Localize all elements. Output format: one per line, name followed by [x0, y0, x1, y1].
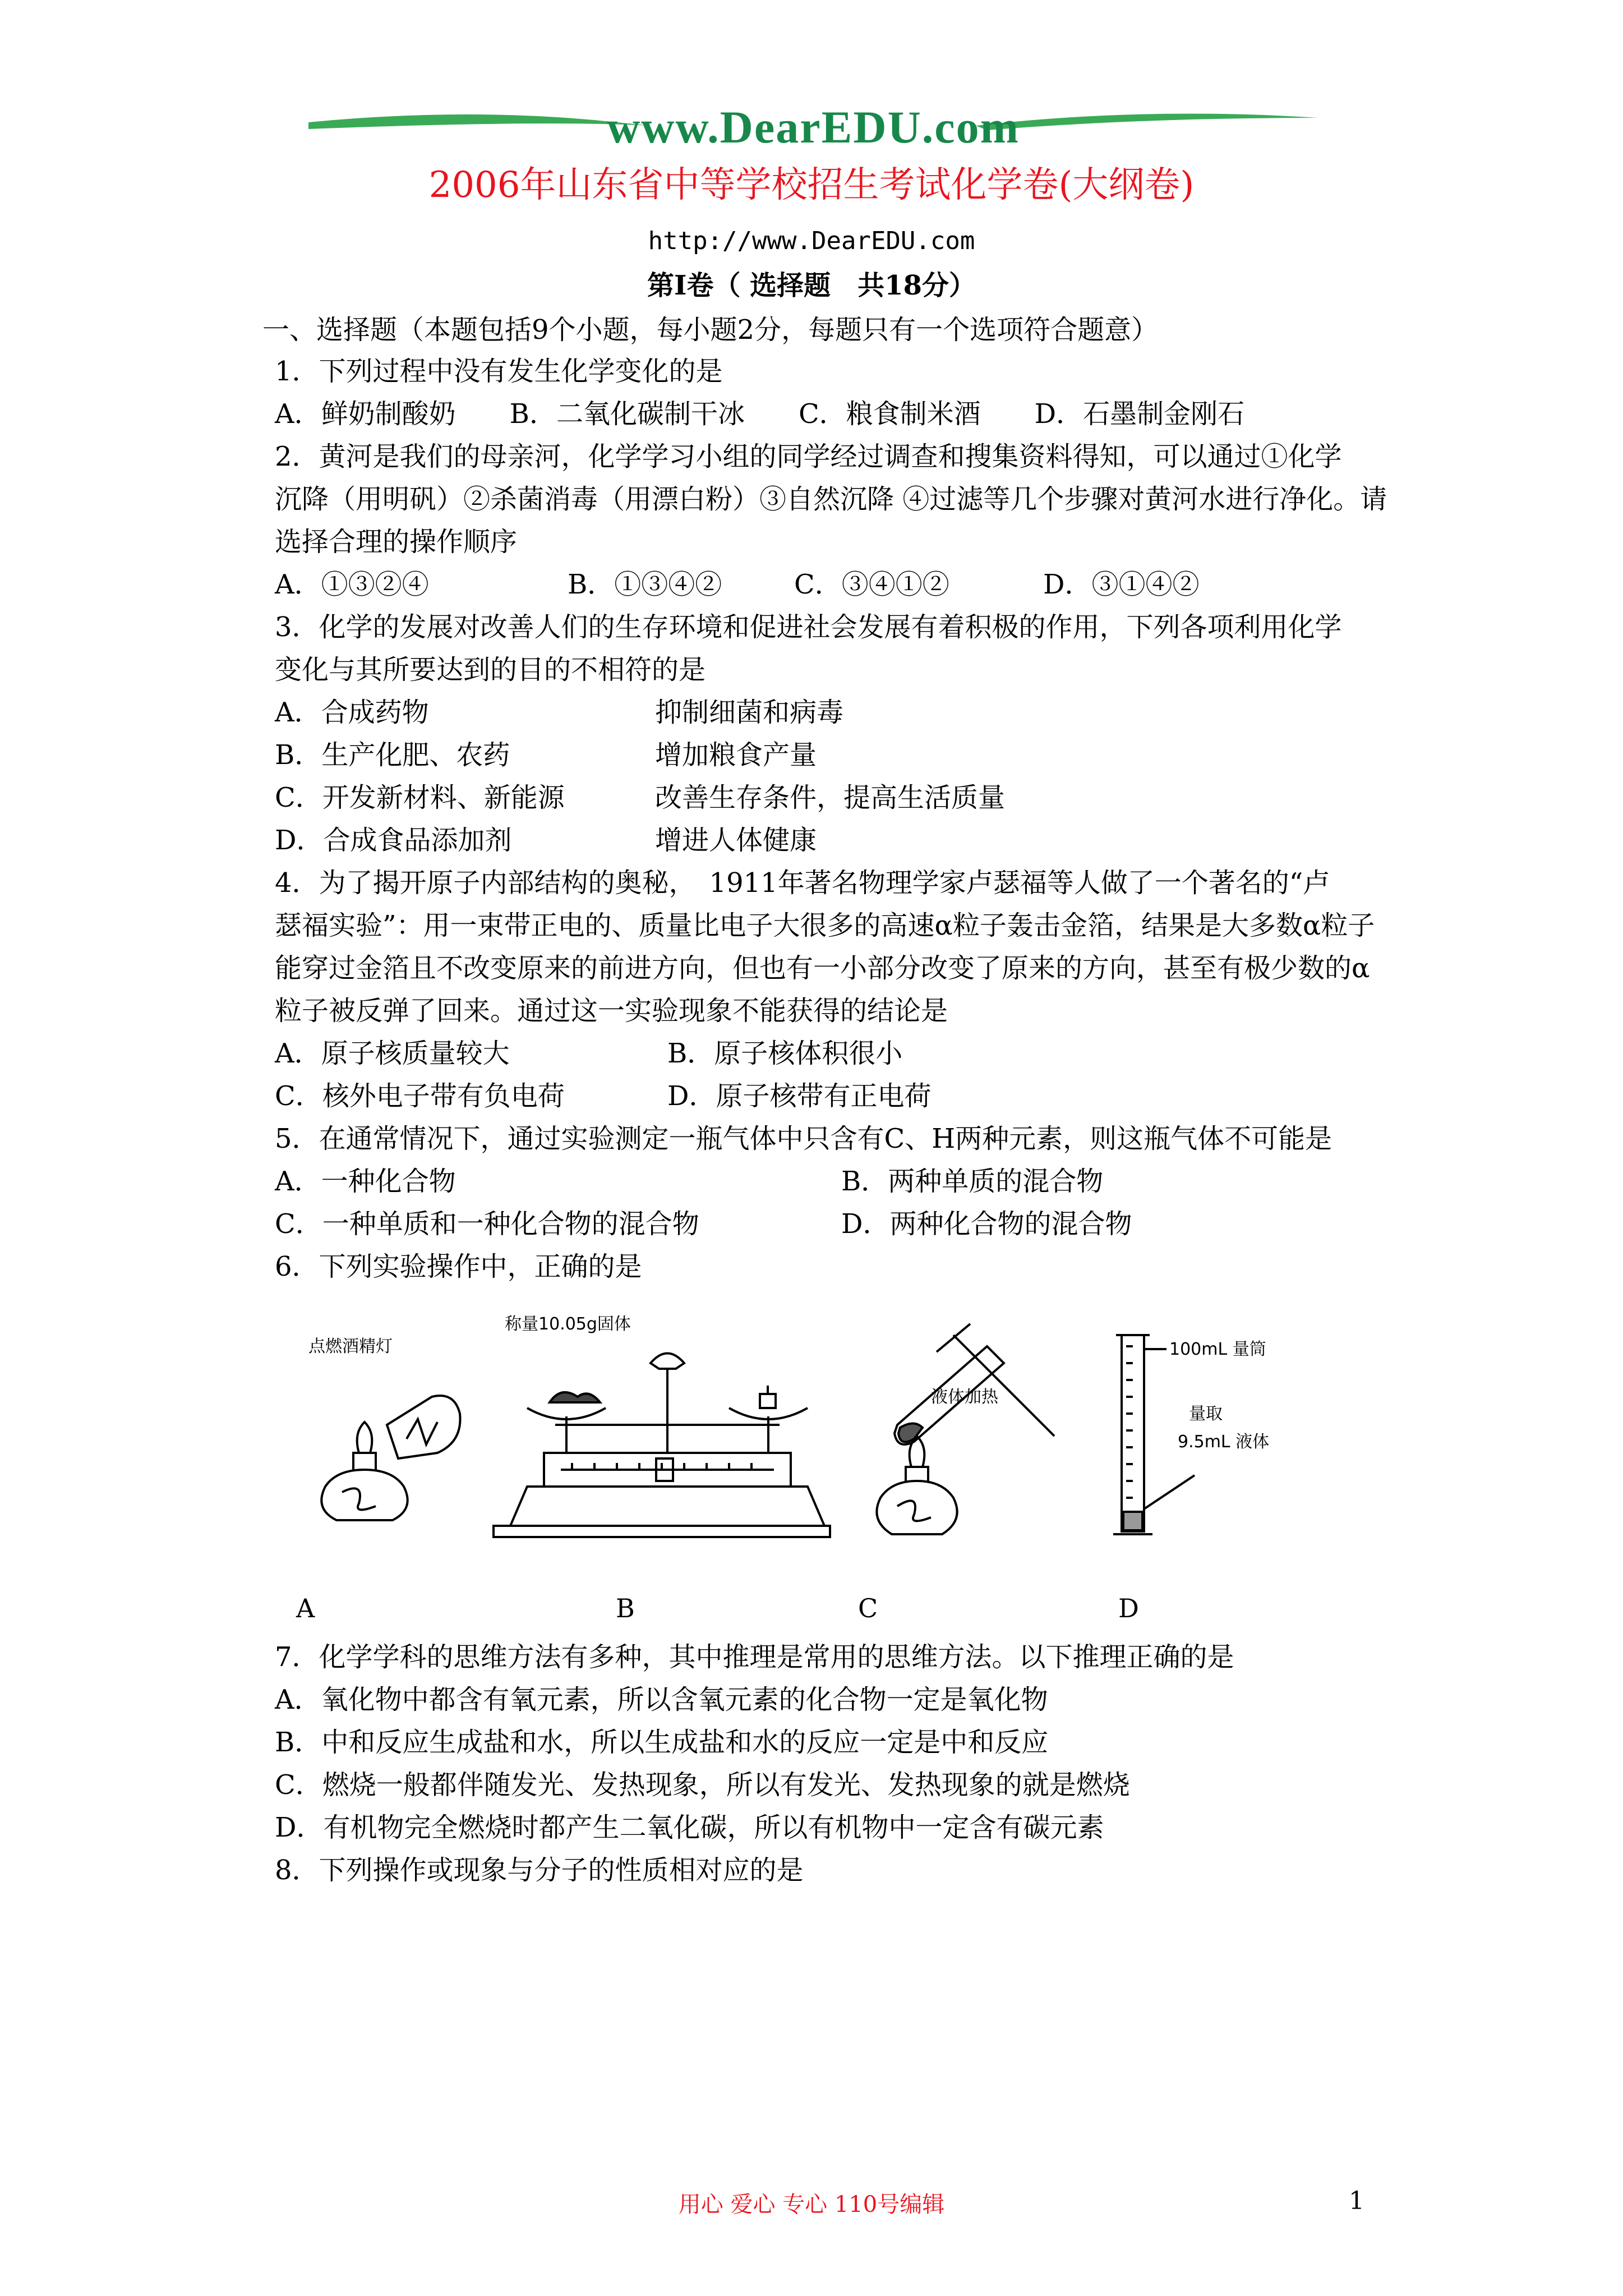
fig-label-d: D [1118, 1593, 1139, 1623]
fig-d-caption-3: 9.5mL 液体 [1178, 1432, 1270, 1452]
question-7-option-b: B．中和反应生成盐和水，所以生成盐和水的反应一定是中和反应 [275, 1727, 1049, 1758]
question-7-option-c: C．燃烧一般都伴随发光、发热现象，所以有发光、发热现象的就是燃烧 [275, 1769, 1130, 1801]
question-3-row-d-right: 增进人体健康 [655, 825, 817, 856]
fig-label-b: B [616, 1593, 635, 1623]
test-tube-heating-icon [877, 1324, 1054, 1534]
question-2-option-c: C．③④①② [794, 569, 949, 600]
question-4-option-a: A．原子核质量较大 [275, 1038, 510, 1069]
question-5-option-a: A．一种化合物 [275, 1166, 456, 1197]
question-2-stem-line3: 选择合理的操作顺序 [275, 526, 518, 558]
question-4-option-d: D．原子核带有正电荷 [667, 1080, 932, 1112]
site-logo[interactable]: www.DearEDU.com [607, 102, 1020, 153]
fig-label-c: C [858, 1593, 878, 1623]
question-4-stem-line3: 能穿过金箔且不改变原来的前进方向，但也有一小部分改变了原来的方向，甚至有极少数的α [275, 953, 1370, 984]
question-3-row-a-left: A．合成药物 [275, 697, 429, 728]
question-5-stem: 5．在通常情况下，通过实验测定一瓶气体中只含有C、H两种元素，则这瓶气体不可能是 [275, 1123, 1332, 1154]
question-4-option-c: C．核外电子带有负电荷 [275, 1080, 565, 1112]
question-3-row-c-left: C．开发新材料、新能源 [275, 782, 565, 813]
page-number: 1 [1349, 2187, 1364, 2215]
site-url[interactable]: http://www.DearEDU.com [648, 227, 975, 255]
balance-icon [494, 1354, 830, 1538]
question-8-stem: 8．下列操作或现象与分子的性质相对应的是 [275, 1855, 804, 1886]
alcohol-lamp-icon [321, 1396, 460, 1520]
question-7-stem: 7．化学学科的思维方法有多种，其中推理是常用的思维方法。以下推理正确的是 [275, 1641, 1234, 1673]
part-heading [262, 313, 1158, 347]
fig-label-a: A [296, 1593, 315, 1623]
page-footer: 用心 爱心 专心 110号编辑 [678, 2192, 945, 2217]
question-2-stem-line2: 沉降（用明矾）②杀菌消毒（用漂白粉）③自然沉降 ④过滤等几个步骤对黄河水进行净化。请 [275, 484, 1387, 515]
lab-operations-figure [292, 1313, 1357, 1548]
part-heading-text: 一、选择题（本题包括9个小题，每小题2分，每题只有一个选项符合题意） [262, 314, 1159, 346]
question-5-option-d: D．两种化合物的混合物 [841, 1208, 1132, 1240]
question-1-options: A．鲜奶制酸奶 B．二氧化碳制干冰 C．粮食制米酒 D．石墨制金刚石 [275, 398, 1245, 430]
question-7-option-d: D．有机物完全燃烧时都产生二氧化碳，所以有机物中一定含有碳元素 [275, 1812, 1104, 1843]
question-3-row-b-left: B．生产化肥、农药 [275, 739, 510, 771]
question-4-stem-line2: 瑟福实验”：用一束带正电的、质量比电子大很多的高速α粒子轰击金箔，结果是大多数α粒子 [275, 910, 1375, 941]
fig-b-caption: 称量10.05g固体 [505, 1314, 631, 1334]
fig-c-caption: 液体加热 [931, 1387, 998, 1407]
section-heading: 第Ⅰ卷（ 选择题 共18分） [647, 270, 976, 301]
question-1-stem: 1．下列过程中没有发生化学变化的是 [275, 356, 723, 387]
question-3-row-d-left: D．合成食品添加剂 [275, 825, 512, 856]
question-2-option-a: A．①③②④ [275, 569, 429, 600]
question-7-option-a: A．氧化物中都含有氧元素，所以含氧元素的化合物一定是氧化物 [275, 1684, 1048, 1715]
question-4-option-b: B．原子核体积很小 [667, 1038, 903, 1069]
question-3-row-a-right: 抑制细菌和病毒 [655, 697, 844, 728]
question-3-row-b-right: 增加粮食产量 [655, 739, 817, 771]
question-2-option-d: D．③①④② [1043, 569, 1200, 600]
question-4-stem-line1: 4．为了揭开原子内部结构的奥秘， 1911年著名物理学家卢瑟福等人做了一个著名的“卢 [275, 867, 1330, 899]
question-2-stem-line1: 2．黄河是我们的母亲河，化学学习小组的同学经过调查和搜集资料得知，可以通过①化学 [275, 441, 1342, 472]
question-5-option-c: C．一种单质和一种化合物的混合物 [275, 1208, 699, 1240]
page-title: 2006年山东省中等学校招生考试化学卷(大纲卷) [428, 164, 1195, 206]
question-5-option-b: B．两种单质的混合物 [841, 1166, 1104, 1197]
question-3-stem-line2: 变化与其所要达到的目的不相符的是 [275, 654, 706, 685]
fig-d-caption-1: 100mL 量筒 [1169, 1340, 1266, 1359]
fig-d-caption-2: 量取 [1189, 1404, 1223, 1424]
question-4-stem-line4: 粒子被反弹了回来。通过这一实验现象不能获得的结论是 [275, 995, 948, 1027]
question-6-stem: 6．下列实验操作中，正确的是 [275, 1251, 642, 1282]
site-banner [303, 95, 1324, 163]
question-3-stem-line1: 3．化学的发展对改善人们的生存环境和促进社会发展有着积极的作用，下列各项利用化学 [275, 611, 1342, 643]
question-3-row-c-right: 改善生存条件，提高生活质量 [655, 782, 1006, 813]
fig-a-caption: 点燃酒精灯 [308, 1337, 393, 1356]
question-2-option-b: B．①③④② [568, 569, 722, 600]
